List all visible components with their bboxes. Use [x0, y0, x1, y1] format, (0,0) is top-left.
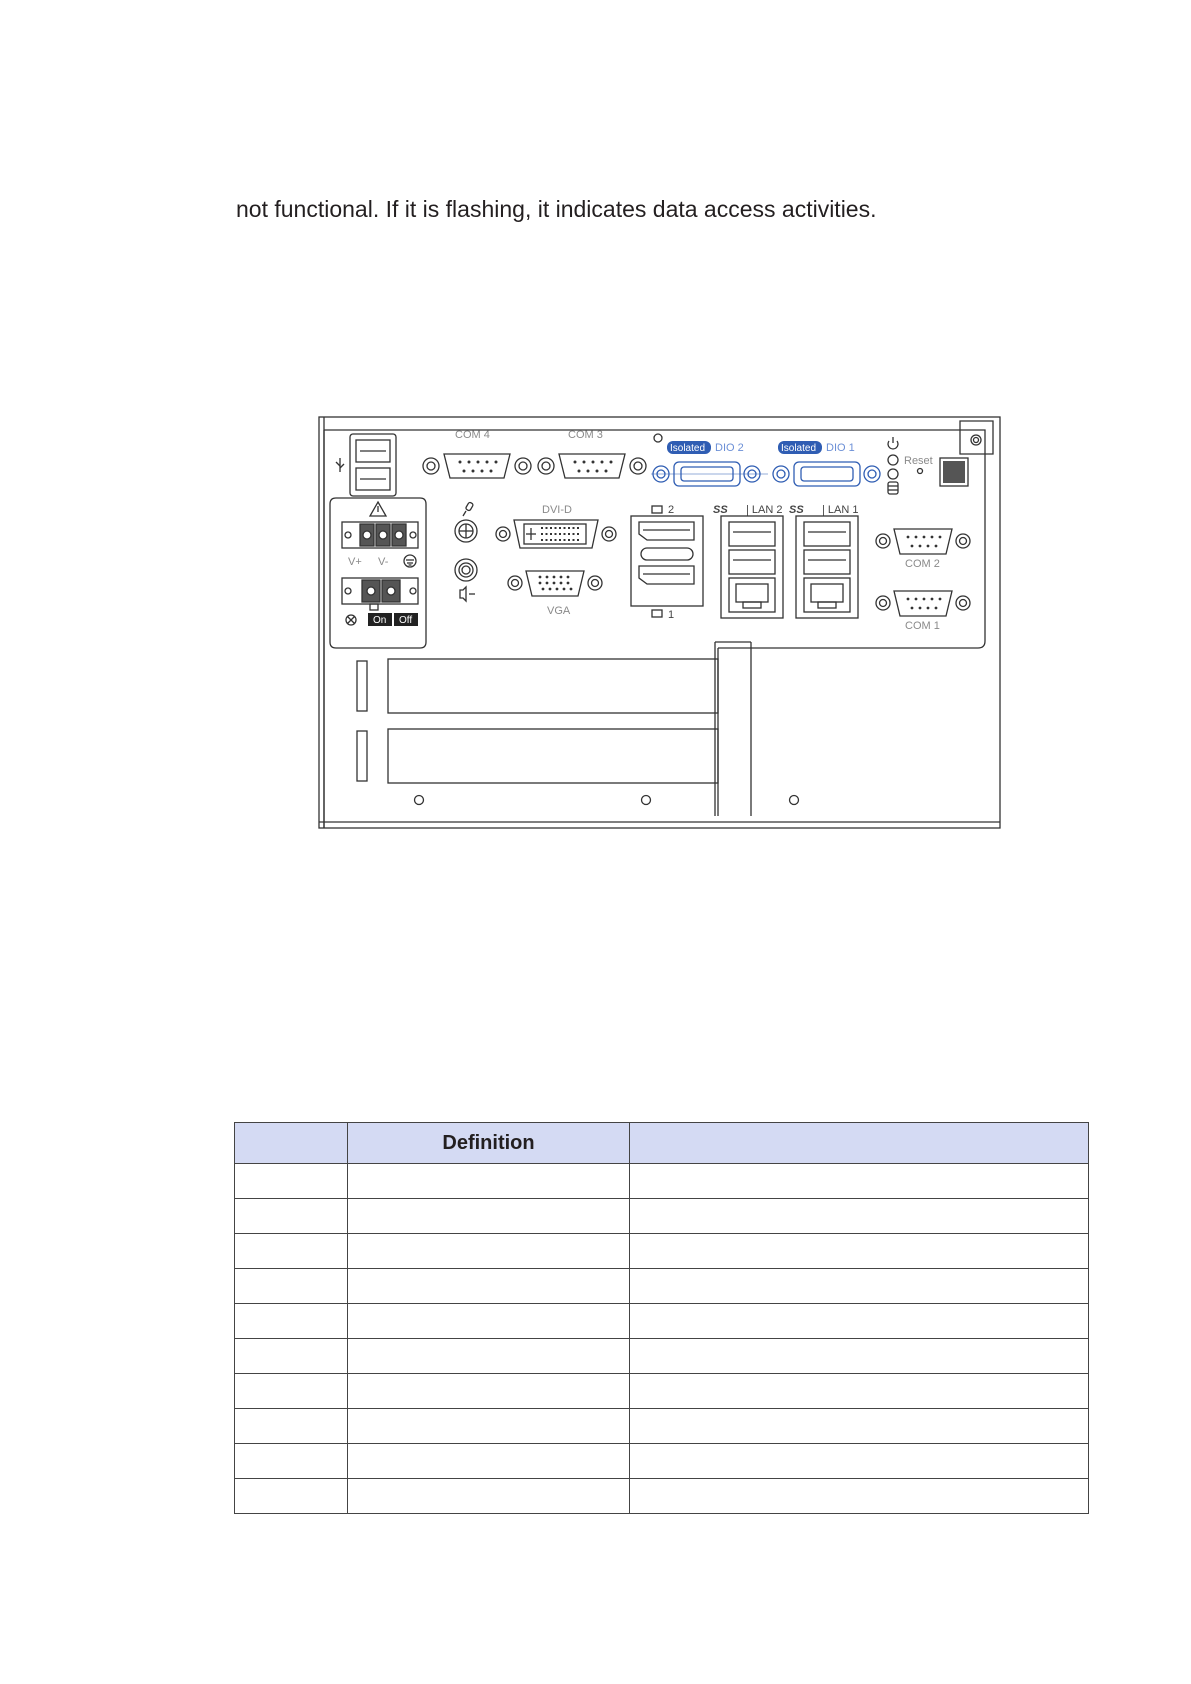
line-out-icon: [460, 587, 475, 601]
table-cell: [348, 1164, 630, 1199]
remote-switch-connector: [342, 578, 418, 610]
hdd-icon: [888, 482, 898, 494]
ground-icon: [404, 555, 416, 567]
table-cell: [630, 1199, 1089, 1234]
mic-icon: [463, 502, 474, 516]
dvi-port: [496, 520, 616, 548]
table-cell: [348, 1479, 630, 1514]
expansion-slot-2: [357, 729, 718, 783]
front-panel-diagram: [318, 416, 1002, 830]
header-cell: [235, 1123, 348, 1164]
table-cell: [348, 1304, 630, 1339]
displayport-stack: [631, 506, 703, 617]
reset-button: [918, 469, 923, 474]
table-row: [235, 1374, 1089, 1409]
dp2-label: 2: [668, 504, 675, 516]
table-cell: [235, 1444, 348, 1479]
intro-paragraph: not functional. If it is flashing, it indicates data access activities.: [236, 196, 877, 222]
com3-label: COM 3: [568, 429, 603, 441]
dio1-label: DIO 1: [826, 442, 855, 454]
table-row: [235, 1164, 1089, 1199]
table-cell: [630, 1409, 1089, 1444]
table-cell: [235, 1479, 348, 1514]
com1-port: [876, 591, 970, 616]
table-cell: [630, 1444, 1089, 1479]
table-row: [235, 1304, 1089, 1339]
definition-table: [234, 1122, 1089, 1514]
table-cell: [348, 1339, 630, 1374]
table-cell: [235, 1234, 348, 1269]
usb-icon: [336, 458, 344, 472]
table-cell: [630, 1304, 1089, 1339]
table-row: [235, 1234, 1089, 1269]
table-cell: [630, 1234, 1089, 1269]
table-row: [235, 1199, 1089, 1234]
table-header-row: [235, 1123, 1089, 1164]
com4-label: COM 4: [455, 429, 490, 441]
table-cell: [235, 1374, 348, 1409]
power-led: [888, 455, 898, 465]
vplus-label: V+: [348, 556, 362, 568]
table-cell: [348, 1269, 630, 1304]
table-cell: [630, 1374, 1089, 1409]
usb-port-stack: [350, 434, 396, 496]
dio2-port: [651, 434, 768, 486]
chassis-screw: [415, 796, 424, 805]
table-cell: [630, 1339, 1089, 1374]
chassis-screw: [642, 796, 651, 805]
dvi-label: DVI-D: [542, 504, 572, 516]
table-cell: [235, 1199, 348, 1234]
table-cell: [348, 1199, 630, 1234]
vminus-label: V-: [378, 556, 389, 568]
lan2-superspeed-label: SS: [713, 504, 728, 516]
table-row: [235, 1339, 1089, 1374]
chassis-screw: [790, 796, 799, 805]
table-cell: [235, 1339, 348, 1374]
table-cell: [348, 1409, 630, 1444]
remote-switch-icon: [346, 615, 356, 625]
dio2-label: DIO 2: [715, 442, 744, 454]
vga-port: [508, 571, 602, 596]
dc-power-connector: [342, 522, 418, 548]
table-row: [235, 1409, 1089, 1444]
lan2-label: | LAN 2: [746, 504, 783, 516]
table-row: [235, 1444, 1089, 1479]
com4-port: [423, 454, 531, 478]
table-cell: [348, 1234, 630, 1269]
table-cell: [235, 1164, 348, 1199]
lan1-superspeed-label: SS: [789, 504, 804, 516]
off-label: Off: [399, 615, 413, 626]
table-cell: [630, 1164, 1089, 1199]
hdd-led: [888, 469, 898, 479]
com2-port: [876, 529, 970, 554]
power-icon: [888, 437, 898, 449]
lan1-label: | LAN 1: [822, 504, 859, 516]
reset-label: Reset: [904, 455, 933, 467]
dio2-isolated-label: Isolated: [670, 443, 706, 454]
header-cell-definition: Definition: [348, 1123, 630, 1164]
line-out-jack: [455, 559, 477, 581]
header-cell: [630, 1123, 1089, 1164]
dp1-label: 1: [668, 609, 675, 621]
com3-port: [538, 454, 646, 478]
dio1-isolated-label: Isolated: [781, 443, 817, 454]
table-row: [235, 1479, 1089, 1514]
mic-in-jack: [455, 520, 477, 542]
vga-label: VGA: [547, 605, 571, 617]
table-row: [235, 1269, 1089, 1304]
table-cell: [348, 1374, 630, 1409]
table-cell: [630, 1479, 1089, 1514]
com2-label: COM 2: [905, 558, 940, 570]
expansion-slot-1: [357, 659, 718, 713]
warning-icon: [370, 502, 386, 516]
table-cell: [235, 1409, 348, 1444]
on-label: On: [373, 615, 387, 626]
dio1-port: [773, 462, 880, 486]
table-cell: [630, 1269, 1089, 1304]
table-cell: [235, 1269, 348, 1304]
lan2-usb-stack: [721, 516, 783, 618]
table-cell: [235, 1304, 348, 1339]
slot-bracket: [715, 642, 751, 816]
lan1-usb-stack: [796, 516, 858, 618]
chassis-outline: [319, 417, 1000, 828]
table-cell: [348, 1444, 630, 1479]
com1-label: COM 1: [905, 620, 940, 632]
